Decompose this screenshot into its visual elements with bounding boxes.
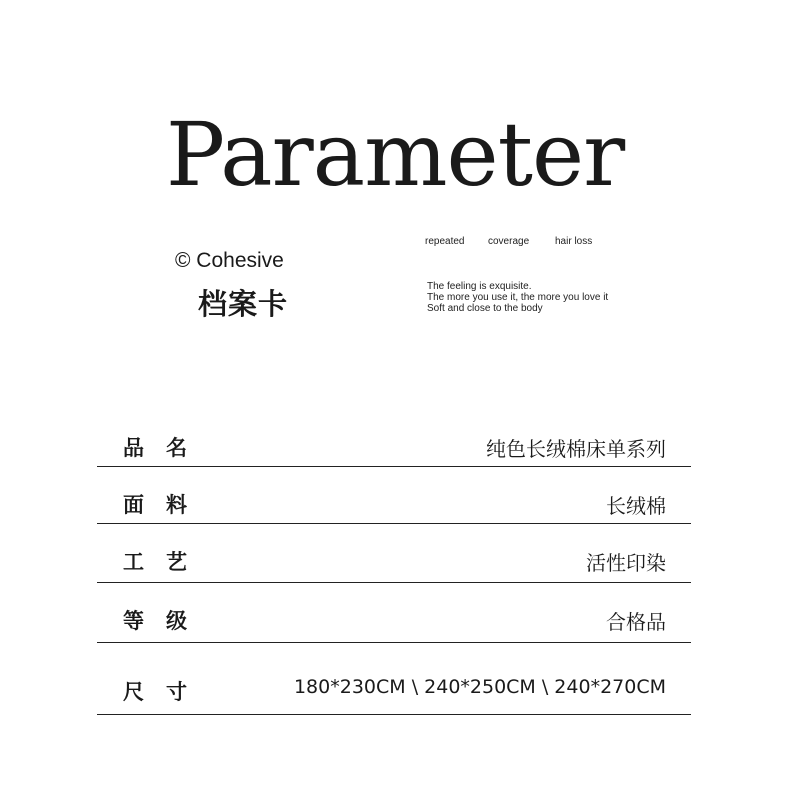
- spec-value: 合格品: [606, 610, 666, 634]
- spec-row-product-name: [97, 424, 691, 467]
- spec-row-fabric: [97, 467, 691, 524]
- spec-value: 纯色长绒棉床单系列: [486, 437, 666, 461]
- spec-row-grade: [97, 583, 691, 643]
- headline-title: Parameter: [165, 103, 625, 206]
- spec-label: 尺寸: [123, 680, 209, 704]
- card-title: 档案卡: [198, 287, 289, 321]
- tagline-line-3: Soft and close to the body: [427, 303, 543, 314]
- tag-hair-loss: hair loss: [555, 236, 593, 247]
- spec-value: 长绒棉: [606, 494, 666, 518]
- tag-repeated: repeated: [425, 236, 465, 247]
- tagline-line-1: The feeling is exquisite.: [427, 281, 532, 292]
- tag-coverage: coverage: [488, 236, 530, 247]
- spec-row-size: [97, 643, 691, 715]
- spec-row-craft: [97, 524, 691, 583]
- spec-label: 等级: [123, 609, 209, 633]
- spec-value: 180*230CM \ 240*250CM \ 240*270CM: [293, 676, 666, 698]
- spec-label: 品名: [123, 436, 209, 460]
- spec-label: 工艺: [123, 550, 209, 574]
- tagline: [427, 281, 608, 314]
- spec-value: 活性印染: [586, 551, 666, 575]
- tagline-line-2: The more you use it, the more you love it: [427, 292, 609, 303]
- spec-label: 面料: [123, 493, 209, 517]
- brand-name: © Cohesive: [175, 249, 284, 272]
